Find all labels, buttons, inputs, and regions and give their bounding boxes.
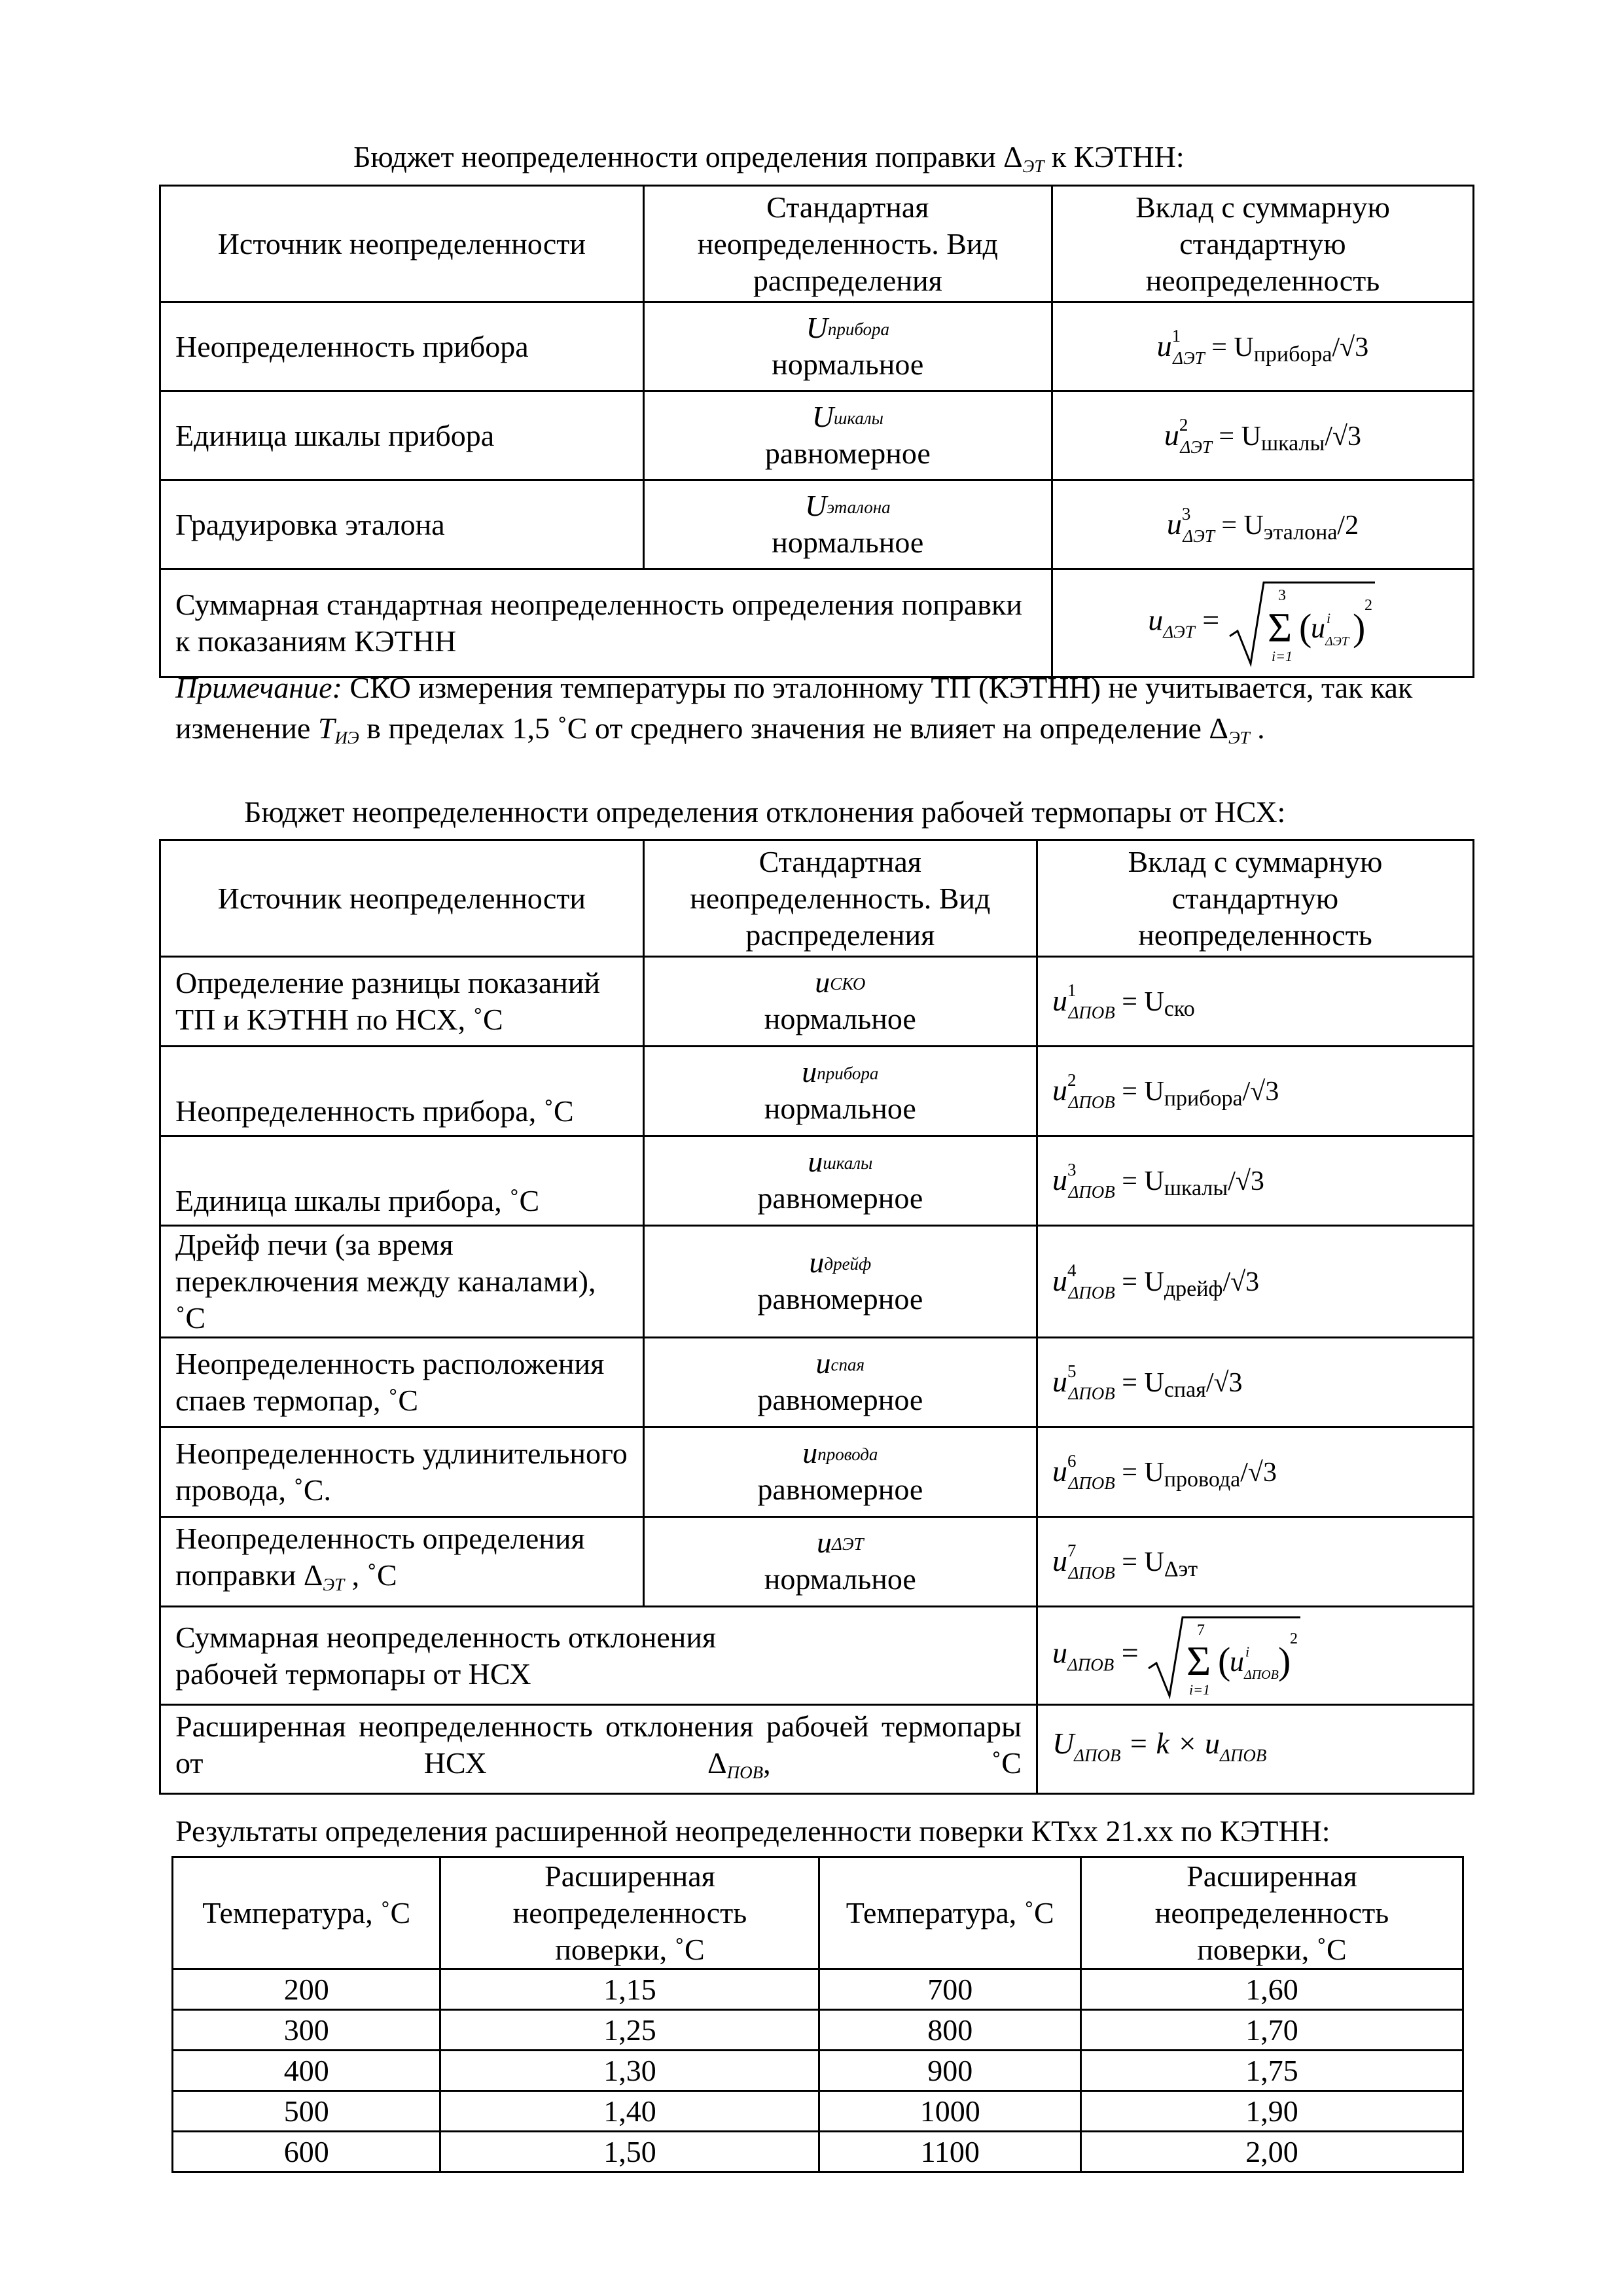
- table-row: [160, 1136, 1474, 1226]
- header-source: Источник неопределенности: [160, 840, 644, 957]
- row-source: Единица шкалы прибора, ˚С: [160, 1136, 644, 1226]
- table-header-row: [160, 840, 1474, 957]
- cell: 1,60: [1080, 1969, 1463, 2010]
- row-source: Неопределенность удлинительного провода, ˚С.: [160, 1427, 644, 1517]
- cell: 1000: [819, 2091, 1080, 2132]
- table-row: [160, 1427, 1474, 1517]
- row-std-uncertainty: uспая равномерное: [643, 1338, 1037, 1427]
- table-row: [160, 480, 1474, 569]
- table-header-row: [173, 1857, 1463, 1969]
- row-std-uncertainty: Uшкалы равномерное: [643, 391, 1052, 480]
- row-std-uncertainty: Uэталона нормальное: [643, 480, 1052, 569]
- header-temperature-2: Температура, ˚С: [819, 1857, 1080, 1969]
- cell: 2,00: [1080, 2132, 1463, 2172]
- expanded-label: Расширенная неопределенность отклонения рабочей термопары от НСХ $\Delta_{ПОВ}$, ˚С: [160, 1705, 1037, 1794]
- cell: 600: [173, 2132, 440, 2172]
- svg-text:): ): [1352, 606, 1366, 649]
- row-formula: $u^3_{\Delta ПОВ}$ = Uшкалы/√3: [1037, 1136, 1473, 1226]
- table-row: [160, 1517, 1474, 1607]
- row-formula: $u^3_{\Delta ЭТ}$ = Uэталона/2: [1052, 480, 1473, 569]
- row-source: Дрейф печи (за время переключения между каналами), ˚С: [160, 1226, 644, 1338]
- svg-text:ΔЭТ: ΔЭТ: [1325, 634, 1349, 649]
- svg-text:2: 2: [1290, 1630, 1298, 1647]
- svg-text:u: u: [1310, 612, 1325, 644]
- cell: 1,30: [440, 2051, 819, 2091]
- row-formula: $u^1_{\Delta ПОВ}$ = Uско: [1037, 957, 1473, 1047]
- row-formula: $u^1_{\Delta ЭТ}$ = Uприбора/√3: [1052, 302, 1473, 391]
- cell: 1,90: [1080, 2091, 1463, 2132]
- table-row: [160, 391, 1474, 480]
- header-uncertainty-1: Расширенная неопределенность поверки, ˚С: [440, 1857, 819, 1969]
- svg-text:3: 3: [1277, 587, 1286, 604]
- row-std-uncertainty: uСКО нормальное: [643, 957, 1037, 1047]
- expanded-formula: $U_{\Delta ПОВ} = k \times u_{\Delta ПОВ}$: [1037, 1705, 1473, 1794]
- cell: 1,15: [440, 1969, 819, 2010]
- header-uncertainty-2: Расширенная неопределенность поверки, ˚С: [1080, 1857, 1463, 1969]
- results-table: [171, 1856, 1464, 2173]
- table1-note: Примечание: СКО измерения температуры по эталонному ТП (КЭТНН) не учитывается, так как изменение $T_{ИЭ}$ в пределах 1,5 ˚С от среднего значения не влияет на определение $\Delta_{ЭТ}$ .: [175, 671, 1413, 747]
- svg-text:i=1: i=1: [1189, 1681, 1211, 1698]
- row-source: Неопределенность прибора: [160, 302, 644, 391]
- row-formula: $u^2_{\Delta ПОВ}$ = Uприбора/√3: [1037, 1047, 1473, 1136]
- total-label: Суммарная стандартная неопределенность определения поправки к показаниям КЭТНН: [160, 569, 1052, 677]
- header-std-uncertainty: Стандартная неопределенность. Вид распределения: [643, 186, 1052, 302]
- row-std-uncertainty: uпровода равномерное: [643, 1427, 1037, 1517]
- row-std-uncertainty: Uприбора нормальное: [643, 302, 1052, 391]
- table-expanded-row: [160, 1705, 1474, 1794]
- table-row: [160, 1338, 1474, 1427]
- row-formula: $u^4_{\Delta ПОВ}$ = Uдрейф/√3: [1037, 1226, 1473, 1338]
- cell: 200: [173, 1969, 440, 2010]
- svg-text:7: 7: [1197, 1621, 1205, 1639]
- row-source: Неопределенность расположения спаев термопар, ˚С: [160, 1338, 644, 1427]
- table-row: [173, 1969, 1463, 2010]
- row-std-uncertainty: uΔЭТ нормальное: [643, 1517, 1037, 1607]
- table-row: [160, 1047, 1474, 1136]
- uncertainty-budget-table-2: [159, 839, 1474, 1795]
- cell: 500: [173, 2091, 440, 2132]
- table-total-row: [160, 569, 1474, 677]
- row-source: Градуировка эталона: [160, 480, 644, 569]
- header-std-uncertainty: Стандартная неопределенность. Вид распределения: [643, 840, 1037, 957]
- table-header-row: [160, 186, 1474, 302]
- row-formula: $u^7_{\Delta ПОВ} = U\Delta эт$: [1037, 1517, 1473, 1607]
- header-temperature-1: Температура, ˚С: [173, 1857, 440, 1969]
- svg-text:u: u: [1230, 1645, 1245, 1677]
- header-contribution: Вклад с суммарную стандартную неопределенность: [1052, 186, 1473, 302]
- table3-caption: Результаты определения расширенной неопределенности поверки КТхх 21.хх по КЭТНН:: [175, 1814, 1330, 1848]
- row-std-uncertainty: uшкалы равномерное: [643, 1136, 1037, 1226]
- row-source: Неопределенность прибора, ˚С: [160, 1047, 644, 1136]
- header-contribution: Вклад с суммарную стандартную неопределенность: [1037, 840, 1473, 957]
- svg-text:ΔПОВ: ΔПОВ: [1244, 1667, 1279, 1682]
- cell: 700: [819, 1969, 1080, 2010]
- row-source: Единица шкалы прибора: [160, 391, 644, 480]
- row-std-uncertainty: uдрейф равномерное: [643, 1226, 1037, 1338]
- svg-text:2: 2: [1364, 597, 1372, 614]
- table-row: [160, 1226, 1474, 1338]
- uncertainty-budget-table-1: [159, 185, 1474, 678]
- row-formula: $u^5_{\Delta ПОВ}$ = Uспая/√3: [1037, 1338, 1473, 1427]
- svg-text:Σ: Σ: [1267, 604, 1292, 651]
- svg-text:(: (: [1218, 1639, 1231, 1682]
- header-source: Источник неопределенности: [160, 186, 644, 302]
- table-row: [173, 2051, 1463, 2091]
- table1-caption: Бюджет неопределенности определения поправки $\Delta_{ЭТ}$ к КЭТНН:: [353, 140, 1185, 176]
- table-row: [173, 2132, 1463, 2172]
- table-row: [173, 2091, 1463, 2132]
- cell: 1,25: [440, 2010, 819, 2051]
- total-formula: $u_{\Delta ПОВ}$ = 7 Σ i=1 ( u i ΔПОВ ) 2: [1037, 1607, 1473, 1705]
- table-row: [173, 2010, 1463, 2051]
- table-total-row: [160, 1607, 1474, 1705]
- row-formula: $u^6_{\Delta ПОВ}$ = Uпровода/√3: [1037, 1427, 1473, 1517]
- svg-text:i=1: i=1: [1271, 648, 1293, 664]
- cell: 300: [173, 2010, 440, 2051]
- svg-text:(: (: [1298, 606, 1312, 649]
- table-row: [160, 957, 1474, 1047]
- row-source: Определение разницы показаний ТП и КЭТНН по НСХ, ˚С: [160, 957, 644, 1047]
- cell: 1,40: [440, 2091, 819, 2132]
- row-std-uncertainty: uприбора нормальное: [643, 1047, 1037, 1136]
- cell: 900: [819, 2051, 1080, 2091]
- cell: 400: [173, 2051, 440, 2091]
- svg-text:i: i: [1245, 1643, 1250, 1660]
- table2-caption: Бюджет неопределенности определения отклонения рабочей термопары от НСХ:: [244, 795, 1286, 829]
- total-label: Суммарная неопределенность отклонения рабочей термопары от НСХ: [160, 1607, 1037, 1705]
- cell: 1,70: [1080, 2010, 1463, 2051]
- total-formula: $u_{\Delta ЭТ}$ = 3 Σ i=1 ( u i ΔЭТ ) 2: [1052, 569, 1473, 677]
- svg-text:): ): [1278, 1639, 1291, 1682]
- row-formula: $u^2_{\Delta ЭТ}$ = Uшкалы/√3: [1052, 391, 1473, 480]
- row-source: Неопределенность определения поправки $\Delta_{ЭТ}$ , ˚С: [160, 1517, 644, 1607]
- sqrt-sum-icon: [1146, 1612, 1303, 1700]
- cell: 1,75: [1080, 2051, 1463, 2091]
- cell: 800: [819, 2010, 1080, 2051]
- cell: 1100: [819, 2132, 1080, 2172]
- svg-text:Σ: Σ: [1186, 1637, 1211, 1684]
- table-row: [160, 302, 1474, 391]
- svg-text:i: i: [1326, 610, 1330, 626]
- sqrt-sum-icon: [1227, 577, 1378, 669]
- cell: 1,50: [440, 2132, 819, 2172]
